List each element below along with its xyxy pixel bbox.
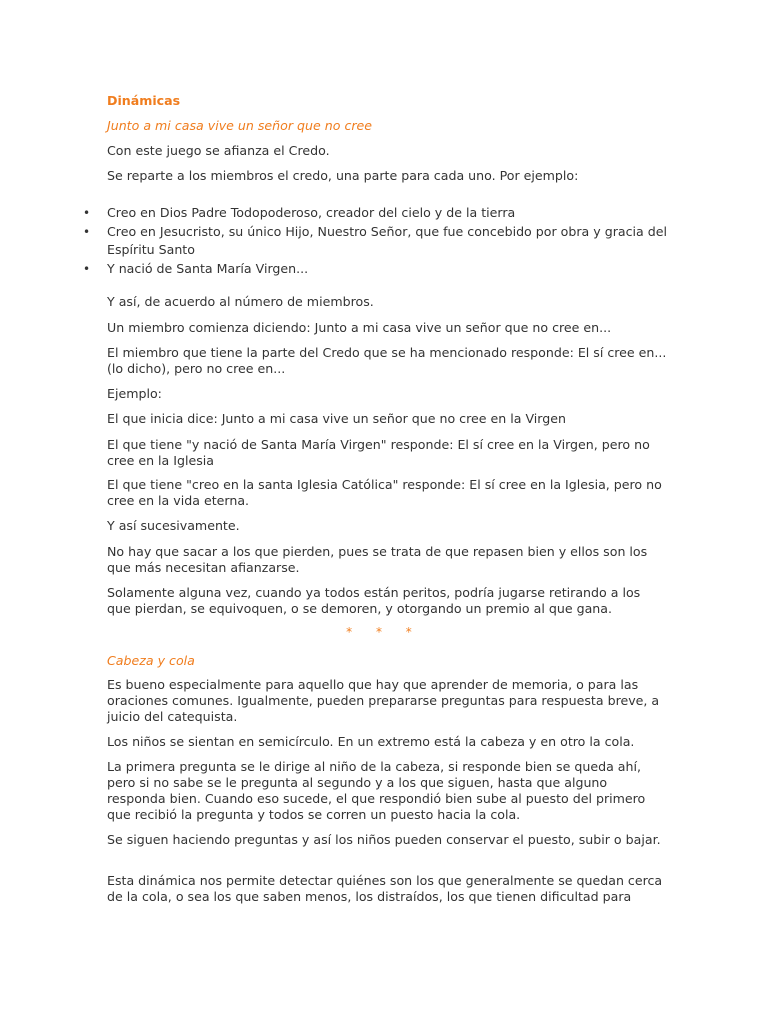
paragraph: Con este juego se afianza el Credo. <box>107 143 330 158</box>
paragraph: El que inicia dice: Junto a mi casa vive un señor que no cree en la Virgen <box>107 411 566 426</box>
paragraph: Y así, de acuerdo al número de miembros. <box>107 294 374 309</box>
bullet-icon: • <box>83 206 91 220</box>
paragraph: Esta dinámica nos permite detectar quiénes son los que generalmente se quedan cerca de la cola, o sea los que saben menos, los distraídos, los que tienen dificultad para <box>107 873 663 904</box>
paragraph: Ejemplo: <box>107 386 162 401</box>
document-title: Dinámicas <box>107 93 181 108</box>
section-separator: * * * <box>346 625 422 639</box>
list-item-text: Creo en Jesucristo, su único Hijo, Nuestro Señor, que fue concebido por obra y gracia del Espíritu Santo <box>107 223 667 257</box>
list-item <box>0 260 667 279</box>
paragraph: Y así sucesivamente. <box>107 518 240 533</box>
paragraph: Solamente alguna vez, cuando ya todos están peritos, podría jugarse retirando a los que pierdan, se equivoquen, o se demoren, y otorgando un premio al que gana. <box>107 585 641 616</box>
paragraph: El miembro que tiene la parte del Credo que se ha mencionado responde: El sí cree en... (lo dicho), pero no cree en... <box>107 345 667 376</box>
paragraph: El que tiene "creo en la santa Iglesia Católica" responde: El sí cree en la Iglesia, pero no cree en la vida eterna. <box>107 477 662 508</box>
section-heading-cabeza: Cabeza y cola <box>107 653 195 668</box>
list-item <box>0 223 667 260</box>
paragraph: Se siguen haciendo preguntas y así los niños pueden conservar el puesto, subir o bajar. <box>107 832 661 847</box>
paragraph: El que tiene "y nació de Santa María Virgen" responde: El sí cree en la Virgen, pero no cree en la Iglesia <box>107 437 650 468</box>
bullet-icon: • <box>83 224 91 239</box>
section-heading-junto: Junto a mi casa vive un señor que no cree <box>107 118 373 133</box>
paragraph: Un miembro comienza diciendo: Junto a mi casa vive un señor que no cree en... <box>107 320 612 335</box>
paragraph: Se reparte a los miembros el credo, una parte para cada uno. Por ejemplo: <box>107 168 579 183</box>
list-item-text: Creo en Dios Padre Todopoderoso, creador del cielo y de la tierra <box>107 205 516 220</box>
paragraph: Es bueno especialmente para aquello que hay que aprender de memoria, o para las oraciones comunes. Igualmente, pueden prepararse preguntas para respuesta breve, a juicio del catequista. <box>107 677 660 724</box>
list-item-text: Y nació de Santa María Virgen... <box>107 260 309 276</box>
paragraph: La primera pregunta se le dirige al niño de la cabeza, si responde bien se queda ahí, pero si no sabe se le pregunta al segundo y a los que siguen, hasta que alguno responda bien. Cuando eso sucede, el que respondió bien sube al puesto del primero que recibió la pregunta y todos se corren un puesto hacia la cola. <box>107 759 646 822</box>
credo-bullet-list <box>0 204 768 278</box>
paragraph: No hay que sacar a los que pierden, pues se trata de que repasen bien y ellos son los que más necesitan afianzarse. <box>107 544 648 575</box>
paragraph: Los niños se sientan en semicírculo. En un extremo está la cabeza y en otro la cola. <box>107 734 635 749</box>
bullet-icon: • <box>83 261 91 276</box>
list-item <box>0 204 667 223</box>
